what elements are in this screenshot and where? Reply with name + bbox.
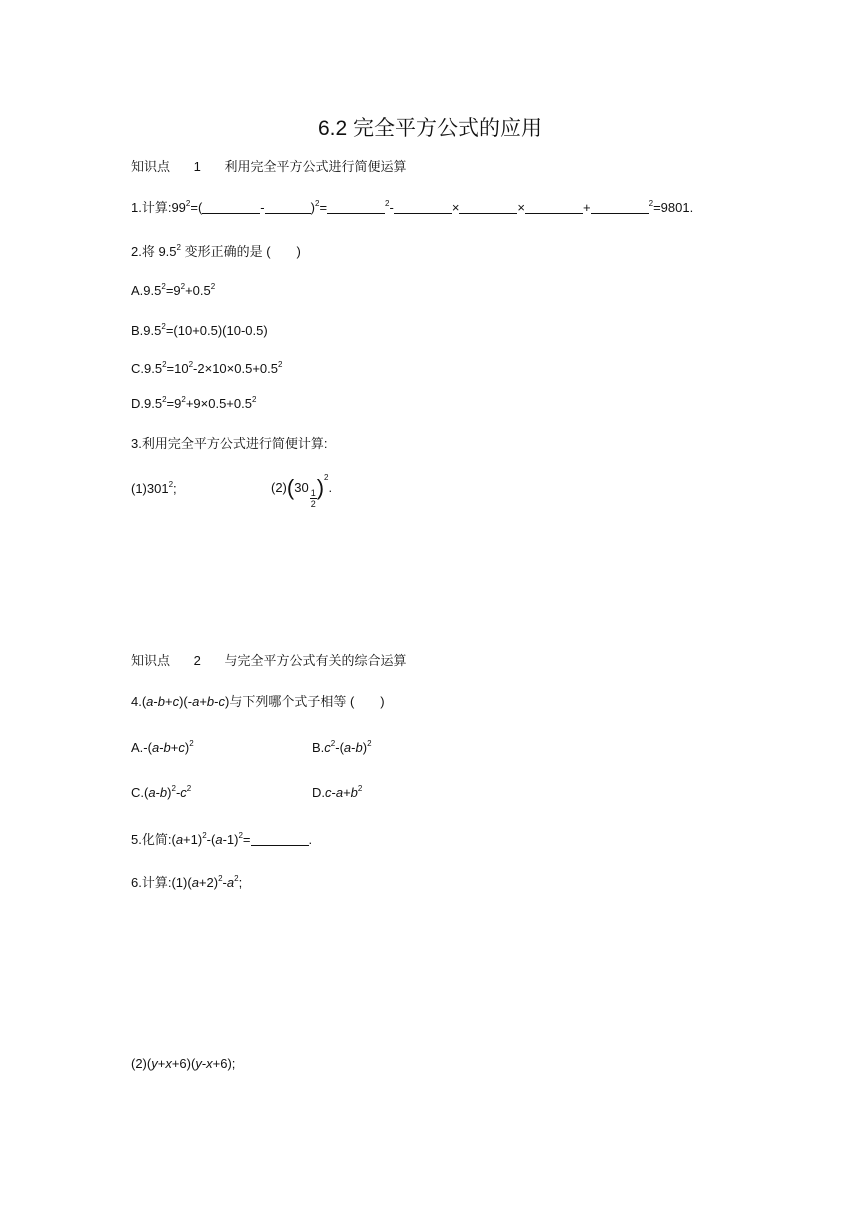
answer-blank[interactable] — [265, 201, 311, 214]
answer-blank[interactable] — [327, 201, 385, 214]
section-label: 知识点 — [131, 159, 171, 174]
question-3-part-1: $(1)301^2$; — [131, 480, 177, 496]
question-6-part-1: 6.计算$:(1)(a+2)^2-a^2$; — [131, 874, 243, 890]
section-heading-2 — [131, 652, 407, 670]
option-d[interactable]: $D.9.5^2=9^2+9\times 0.5+0.5^2$ — [131, 395, 257, 411]
section-number: 2 — [193, 653, 201, 668]
answer-blank[interactable] — [525, 201, 583, 214]
option-b[interactable]: $B.c^2-(a-b)^2$ — [312, 739, 372, 755]
page-title: 6.2 完全平方公式的应用 — [317, 117, 543, 140]
answer-blank[interactable] — [202, 201, 260, 214]
option-a[interactable]: $A.9.5^2=9^2+0.5^2$ — [131, 282, 216, 298]
answer-blank[interactable] — [591, 201, 649, 214]
section-title: 利用完全平方公式进行简便运算 — [224, 159, 407, 174]
question-3-part-2: (2)(30 $\frac{1}{2}$ )$^2$. — [271, 473, 333, 509]
option-c[interactable]: $C.(a-b)^2-c^2$ — [131, 784, 192, 800]
option-a[interactable]: $A.-(a-b+c)^2$ — [131, 739, 194, 755]
question-3-stem: 3.利用完全平方公式进行简便计算: — [131, 436, 328, 451]
section-title: 与完全平方公式有关的综合运算 — [224, 653, 407, 668]
section-heading-1 — [131, 158, 407, 176]
answer-blank[interactable] — [459, 201, 517, 214]
question-5: 5.化简$:(a+1)^2-(a-1)^2=$ . — [131, 831, 313, 847]
option-d[interactable]: $D.c-a+b^2$ — [312, 784, 363, 800]
answer-blank[interactable] — [394, 201, 452, 214]
section-label: 知识点 — [131, 653, 171, 668]
option-b[interactable]: $B.9.5^2=(10+0.5)(10-0.5)$ — [131, 322, 268, 338]
option-c[interactable]: $C.9.5^2=10^2-2\times 10\times 0.5+0.5^2$ — [131, 360, 283, 376]
question-2-stem: 2.将 $9.5^2$ 变形正确的是 ( ) — [131, 243, 301, 259]
question-4-stem: 4.(a-b+c)(-a+b-c)与下列哪个式子相等 ( ) — [131, 694, 385, 709]
fraction: $\frac{1}{2}$ — [310, 488, 316, 509]
question-6-part-2: (2)(y+x+6)(y-x+6); — [131, 1056, 236, 1071]
question-1: 1.计算$:99^2=( - )^2= ^2-$ × × + $^2$=9801. — [131, 199, 694, 215]
answer-blank[interactable] — [251, 833, 309, 846]
section-number: 1 — [193, 159, 201, 174]
